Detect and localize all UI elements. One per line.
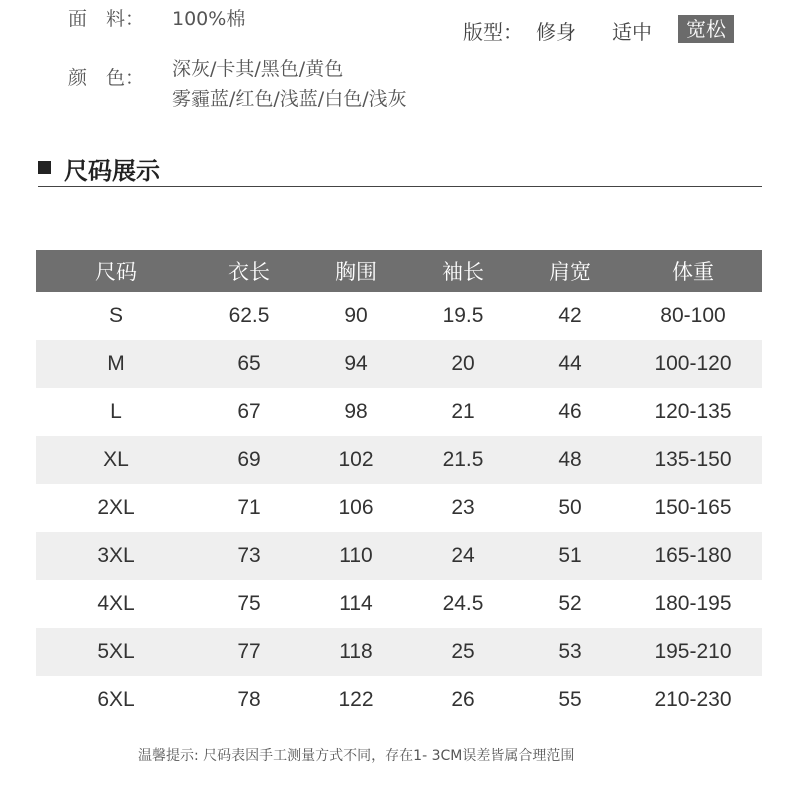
color-line-2: 雾霾蓝/红色/浅蓝/白色/浅灰 — [172, 88, 407, 110]
cell-length: 78 — [237, 688, 261, 711]
cell-size: 6XL — [97, 688, 135, 711]
section-divider — [38, 186, 762, 187]
cell-shoulder: 44 — [516, 340, 624, 388]
cell-shoulder: 46 — [558, 400, 582, 423]
table-row — [36, 676, 762, 724]
section-title: 尺码展示 — [64, 157, 160, 185]
cell-weight: 195-210 — [624, 628, 762, 676]
cell-sleeve: 25 — [410, 628, 516, 676]
cell-length: 62.5 — [228, 304, 270, 327]
cell-size: 4XL — [97, 592, 135, 615]
cell-shoulder: 50 — [558, 496, 582, 519]
cell-shoulder: 52 — [558, 592, 582, 615]
cell-shoulder: 48 — [516, 436, 624, 484]
header-length: 衣长 — [196, 250, 302, 292]
fit-option-regular: 适中 — [612, 20, 652, 44]
cell-length: 75 — [237, 592, 261, 615]
cell-sleeve: 20 — [410, 340, 516, 388]
cell-length: 67 — [237, 400, 261, 423]
cell-chest: 110 — [302, 532, 410, 580]
cell-sleeve: 24.5 — [442, 592, 484, 615]
color-line-1: 深灰/卡其/黑色/黄色 — [172, 58, 344, 80]
cell-weight: 80-100 — [660, 304, 726, 327]
cell-length: 73 — [196, 532, 302, 580]
cell-shoulder: 55 — [558, 688, 582, 711]
table-row — [36, 580, 762, 628]
cell-chest: 106 — [338, 496, 374, 519]
fabric-label: 面 料： — [68, 8, 145, 30]
cell-length: 65 — [196, 340, 302, 388]
cell-chest: 122 — [338, 688, 374, 711]
footer-note: 温馨提示: 尺码表因手工测量方式不同，存在1- 3CM误差皆属合理范围 — [138, 748, 575, 764]
header-size: 尺码 — [36, 250, 196, 292]
section-marker-icon — [38, 161, 51, 174]
table-row — [36, 436, 762, 484]
header-weight: 体重 — [624, 250, 762, 292]
fit-label: 版型： — [463, 20, 523, 44]
cell-weight: 180-195 — [654, 592, 732, 615]
header-sleeve: 袖长 — [410, 250, 516, 292]
fit-option-slim: 修身 — [536, 20, 576, 44]
cell-size: XL — [36, 436, 196, 484]
cell-sleeve: 21.5 — [410, 436, 516, 484]
cell-sleeve: 21 — [451, 400, 475, 423]
size-chart-table — [36, 250, 762, 724]
table-row — [36, 388, 762, 436]
cell-shoulder: 42 — [558, 304, 582, 327]
table-row — [36, 532, 762, 580]
table-row — [36, 628, 762, 676]
cell-weight: 120-135 — [654, 400, 732, 423]
cell-weight: 165-180 — [624, 532, 762, 580]
cell-sleeve: 19.5 — [442, 304, 484, 327]
size-table-header-row — [36, 250, 762, 292]
cell-sleeve: 23 — [451, 496, 475, 519]
table-row — [36, 484, 762, 532]
cell-sleeve: 26 — [451, 688, 475, 711]
cell-size: 3XL — [36, 532, 196, 580]
header-chest: 胸围 — [302, 250, 410, 292]
header-shoulder: 肩宽 — [516, 250, 624, 292]
cell-size: 5XL — [36, 628, 196, 676]
cell-chest: 102 — [302, 436, 410, 484]
cell-shoulder: 51 — [516, 532, 624, 580]
cell-chest: 90 — [344, 304, 368, 327]
cell-chest: 94 — [302, 340, 410, 388]
cell-weight: 135-150 — [624, 436, 762, 484]
cell-weight: 100-120 — [624, 340, 762, 388]
cell-length: 77 — [196, 628, 302, 676]
cell-size: M — [36, 340, 196, 388]
cell-size: L — [110, 400, 122, 423]
table-row — [36, 340, 762, 388]
cell-size: 2XL — [97, 496, 135, 519]
cell-length: 69 — [196, 436, 302, 484]
cell-weight: 210-230 — [654, 688, 732, 711]
fabric-value: 100%棉 — [172, 8, 246, 30]
table-row — [36, 292, 762, 340]
cell-length: 71 — [237, 496, 261, 519]
cell-weight: 150-165 — [654, 496, 732, 519]
cell-shoulder: 53 — [516, 628, 624, 676]
cell-chest: 98 — [344, 400, 368, 423]
cell-size: S — [108, 304, 123, 327]
color-label: 颜 色： — [68, 67, 145, 89]
cell-chest: 118 — [302, 628, 410, 676]
cell-chest: 114 — [339, 592, 373, 615]
cell-sleeve: 24 — [410, 532, 516, 580]
fit-option-loose-selected: 宽松 — [678, 15, 734, 43]
